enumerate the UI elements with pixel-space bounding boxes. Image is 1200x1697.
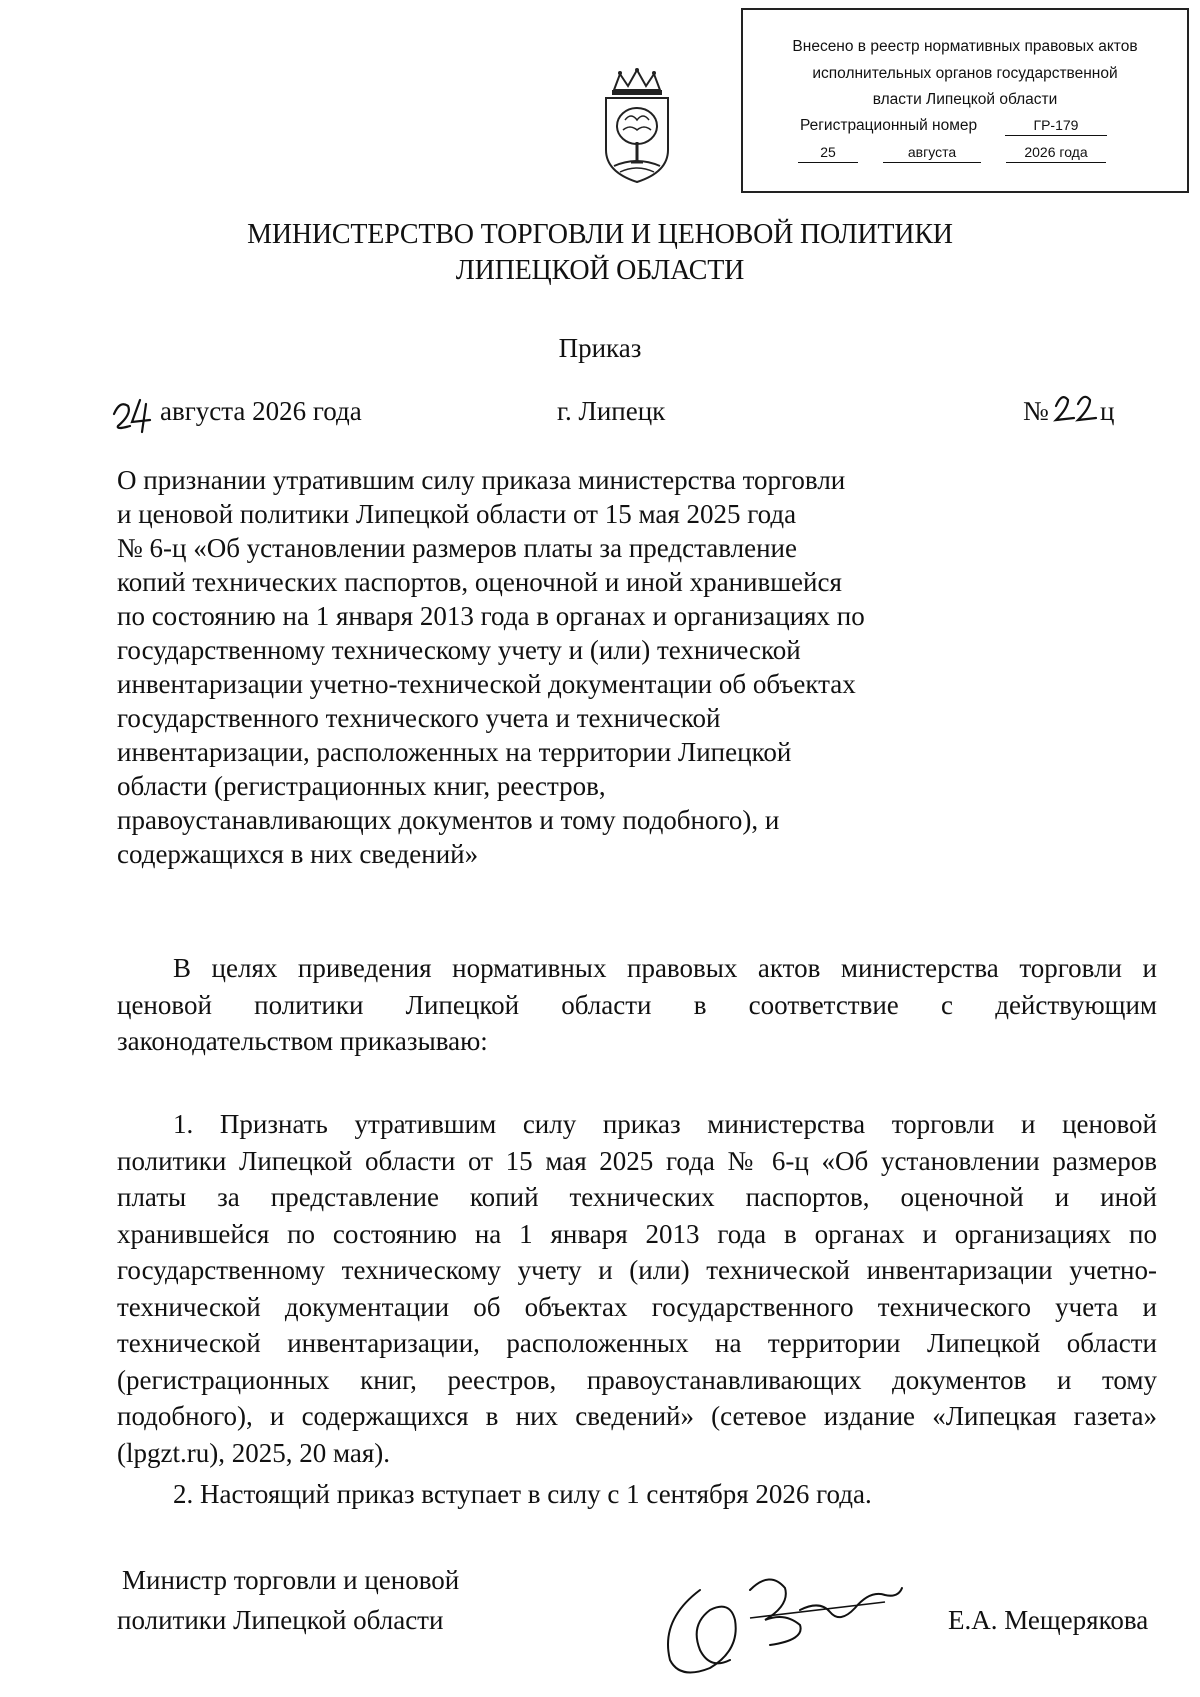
item-1-line: (lpgzt.ru), 2025, 20 мая). [117, 1437, 391, 1468]
subject-line: содержащихся в них сведений» [117, 839, 479, 869]
ministry-name-line-1: МИНИСТЕРСТВО ТОРГОВЛИ И ЦЕНОВОЙ ПОЛИТИКИ [247, 219, 953, 250]
subject-line: № 6-ц «Об установлении размеров платы за представление [117, 533, 797, 563]
preamble-line: ценовой политики Липецкой области в соответствие с действующим [117, 989, 1157, 1020]
handwritten-signature [640, 1550, 910, 1690]
subject-line: копий технических паспортов, оценочной и иной хранившейся [117, 567, 842, 597]
document-date: августа 2026 года [160, 396, 362, 426]
number-prefix: № [1023, 396, 1049, 426]
stamp-year: 2026 года [1006, 142, 1106, 163]
order-subject [117, 463, 917, 871]
item-1-line: подобного), и содержащихся в них сведений» (сетевое издание «Липецкая газета» [117, 1401, 1157, 1431]
subject-line: государственному техническому учету и (или) технической [117, 635, 801, 665]
document-city: г. Липецк [557, 396, 666, 426]
item-2-text: 2. Настоящий приказ вступает в силу с 1 сентября 2026 года. [173, 1479, 872, 1509]
item-1-line: государственному техническому учету и (или) технической инвентаризации учетно- [117, 1255, 1157, 1285]
stamp-line-1: Внесено в реестр нормативных правовых актов [792, 38, 1138, 55]
stamp-reg-number: ГР-179 [1005, 115, 1107, 136]
stamp-month: августа [883, 142, 981, 163]
stamp-reg-label: Регистрационный номер [800, 117, 978, 134]
document-type: Приказ [558, 333, 642, 363]
preamble-line: В целях приведения нормативных правовых актов министерства торговли и [173, 953, 1157, 983]
subject-line: О признании утратившим силу приказа министерства торговли [117, 465, 846, 495]
preamble-line: законодательством приказываю: [117, 1026, 488, 1056]
signatory-position-line-1: Министр торговли и ценовой [122, 1565, 460, 1595]
item-1-line: 1. Признать утратившим силу приказ министерства торговли и ценовой [173, 1109, 1157, 1139]
stamp-line-3: власти Липецкой области [872, 91, 1058, 108]
subject-line: государственного технического учета и технической [117, 703, 721, 733]
stamp-line-2: исполнительных органов государственной [812, 65, 1118, 82]
preamble-paragraph [117, 950, 1157, 1060]
item-1-line: (регистрационных книг, реестров, правоустанавливающих документов и тому [117, 1364, 1157, 1395]
handwritten-number [1052, 388, 1102, 428]
subject-line: по состоянию на 1 января 2013 года в органах и организациях по [117, 601, 865, 631]
subject-line: инвентаризации учетно-технической документации об объектах [117, 669, 856, 699]
item-1-line: политики Липецкой области от 15 мая 2025 года № 6-ц «Об установлении размеров [117, 1145, 1157, 1176]
subject-line: области (регистрационных книг, реестров, [117, 771, 606, 801]
ministry-name-line-2: ЛИПЕЦКОЙ ОБЛАСТИ [455, 255, 745, 286]
registry-stamp [741, 8, 1189, 193]
order-item-2 [117, 1476, 1200, 1513]
number-suffix: ц [1100, 396, 1115, 426]
item-1-line: хранившейся по состоянию на 1 января 2013 года в органах и организациях по [117, 1218, 1157, 1249]
subject-line: и ценовой политики Липецкой области от 15 мая 2025 года [117, 499, 797, 529]
signatory-name: Е.А. Мещерякова [948, 1605, 1149, 1635]
item-1-line: технической инвентаризации, расположенных на территории Липецкой области [117, 1328, 1157, 1358]
coat-of-arms-emblem [592, 68, 682, 188]
signatory-position-line-2: политики Липецкой области [117, 1605, 444, 1635]
order-item-1 [117, 1106, 1157, 1471]
subject-line: инвентаризации, расположенных на территории Липецкой [117, 737, 792, 767]
item-1-line: технической документации об объектах государственного технического учета и [117, 1291, 1157, 1322]
ministry-name [0, 217, 1200, 289]
subject-line: правоустанавливающих документов и тому подобного), и [117, 805, 780, 835]
stamp-day: 25 [798, 142, 858, 163]
item-1-line: платы за представление копий технических паспортов, оценочной и иной [117, 1182, 1157, 1212]
